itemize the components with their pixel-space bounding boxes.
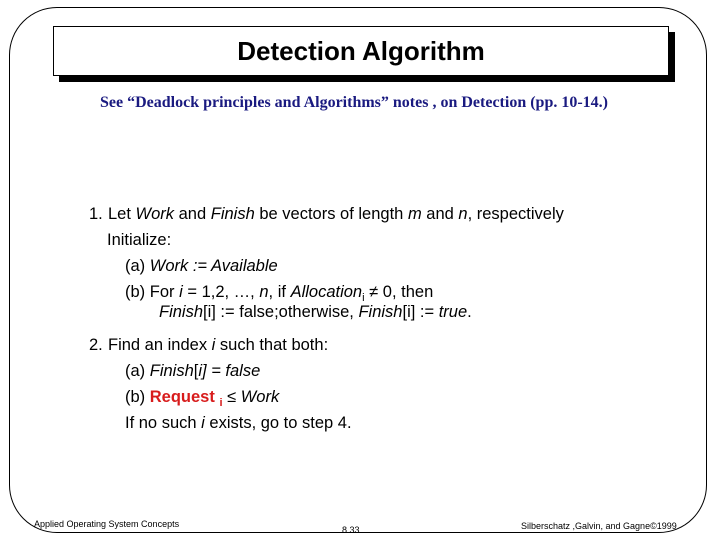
text: such that both: (215, 336, 329, 354)
text: be vectors of length (254, 205, 408, 223)
title-box (53, 26, 669, 76)
slide-title: Detection Algorithm (237, 35, 485, 66)
text: [ (193, 362, 199, 380)
i-term: i (179, 283, 183, 301)
footer-right: Silberschatz ,Galvin, and Gagne©1999 (521, 521, 677, 531)
work-term: Work (240, 388, 280, 406)
text: . (467, 303, 472, 321)
step-number: 1. (89, 205, 103, 223)
subscript: i (362, 292, 365, 304)
step-1a (125, 253, 278, 279)
text: If no such (125, 414, 202, 432)
n-term: n (259, 283, 269, 301)
finish-term: Finish (358, 303, 403, 321)
reference-note: See “Deadlock principles and Algorithms” notes , on Detection (pp. 10-14.) (100, 94, 608, 111)
item-label: (a) (125, 257, 150, 275)
text: , if (268, 283, 291, 301)
finish-term: Finish (210, 205, 255, 223)
text: and (174, 205, 211, 223)
text: , respectively (467, 205, 564, 223)
text: [i] := false;otherwise, (203, 303, 359, 321)
finish-term: Finish (149, 362, 194, 380)
i-term: i (201, 414, 205, 432)
step-1b-continuation (159, 299, 472, 325)
step-1 (89, 201, 564, 227)
step-1-initialize: Initialize: (107, 231, 172, 249)
i-term: i (211, 336, 216, 354)
text: exists, go to step 4. (204, 414, 352, 432)
text: ] = false (202, 362, 261, 380)
text: ≠ 0, then (364, 283, 434, 301)
item-label: (b) For (125, 283, 180, 301)
step-2 (89, 332, 328, 358)
footer-left: Applied Operating System Concepts (34, 519, 180, 529)
finish-term: Finish (159, 303, 204, 321)
true-term: true (438, 303, 468, 321)
item-label: (b) (125, 388, 150, 406)
text: Find an index (108, 336, 212, 354)
text: ≤ (222, 388, 241, 406)
n-term: n (458, 205, 468, 223)
step-2b (125, 384, 279, 412)
slide-frame (9, 7, 707, 533)
subscript: i (219, 397, 223, 409)
work-term: Work (135, 205, 175, 223)
step-2a (125, 358, 260, 384)
text: = 1,2, …, (182, 283, 260, 301)
i-term: i (198, 362, 203, 380)
text: [i] := (402, 303, 439, 321)
text: and (421, 205, 459, 223)
allocation-term: Allocation (290, 283, 363, 301)
page-number: 8.33 (342, 525, 360, 535)
step-2c (125, 410, 352, 436)
step-number: 2. (89, 336, 103, 354)
text: Let (108, 205, 136, 223)
m-term: m (407, 205, 422, 223)
item-label: (a) (125, 362, 150, 380)
request-term: Request (149, 388, 220, 406)
step-1a-text: Work := Available (149, 257, 278, 275)
